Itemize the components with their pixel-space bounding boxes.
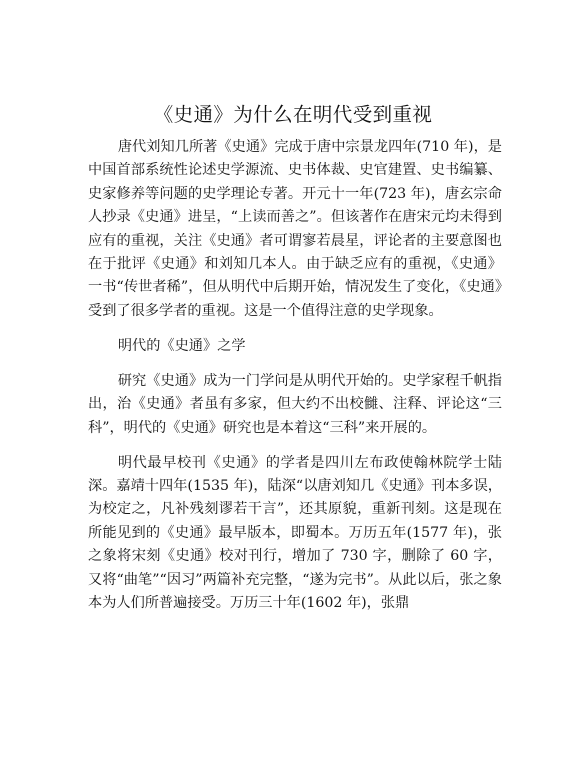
article-title: 《史通》为什么在明代受到重视 bbox=[153, 103, 433, 126]
paragraph-study: 研究《史通》成为一门学问是从明代开始的。史学家程千帆指出，治《史通》者虽有多家，但大约不出校雠、注释、评论这“三科”，明代的《史通》研究也是本着这“三科”来开展的。 bbox=[88, 372, 502, 436]
paragraph-editions: 明代最早校刊《史通》的学者是四川左布政使翰林院学士陆深。嘉靖十四年(1535 年)，陆深“以唐刘知几《史通》刊本多误，为校定之，凡补残刻谬若干言”，还其原貌，重新刊刻。这是现在所能见到的《史通》最早版本，即蜀本。万历五年(1577 年)，张之象将宋刻《史通》校对刊行，增加了 730 字，删除了 60 字，又将“曲笔”“因习”两篇补充完整，“遂为完书”。从此以后，张之象本为人们所普遍接受。万历三十年(1602 年)，张鼎 bbox=[88, 454, 502, 612]
article-body bbox=[88, 136, 502, 627]
section-heading: 明代的《史通》之学 bbox=[117, 337, 246, 354]
paragraph-intro: 唐代刘知几所著《史通》完成于唐中宗景龙四年(710 年)，是中国首部系统性论述史学源流、史书体裁、史官建置、史书编纂、史家修养等问题的史学理论专著。开元十一年(723 年)，唐玄宗命人抄录《史通》进呈，“上读而善之”。但该著作在唐宋元均未得到应有的重视，关注《史通》者可谓寥若晨星，评论者的主要意图也在于批评《史通》和刘知几本人。由于缺乏应有的重视，《史通》一书“传世者稀”，但从明代中后期开始，情况发生了变化，《史通》受到了很多学者的重视。这是一个值得注意的史学现象。 bbox=[88, 139, 502, 319]
